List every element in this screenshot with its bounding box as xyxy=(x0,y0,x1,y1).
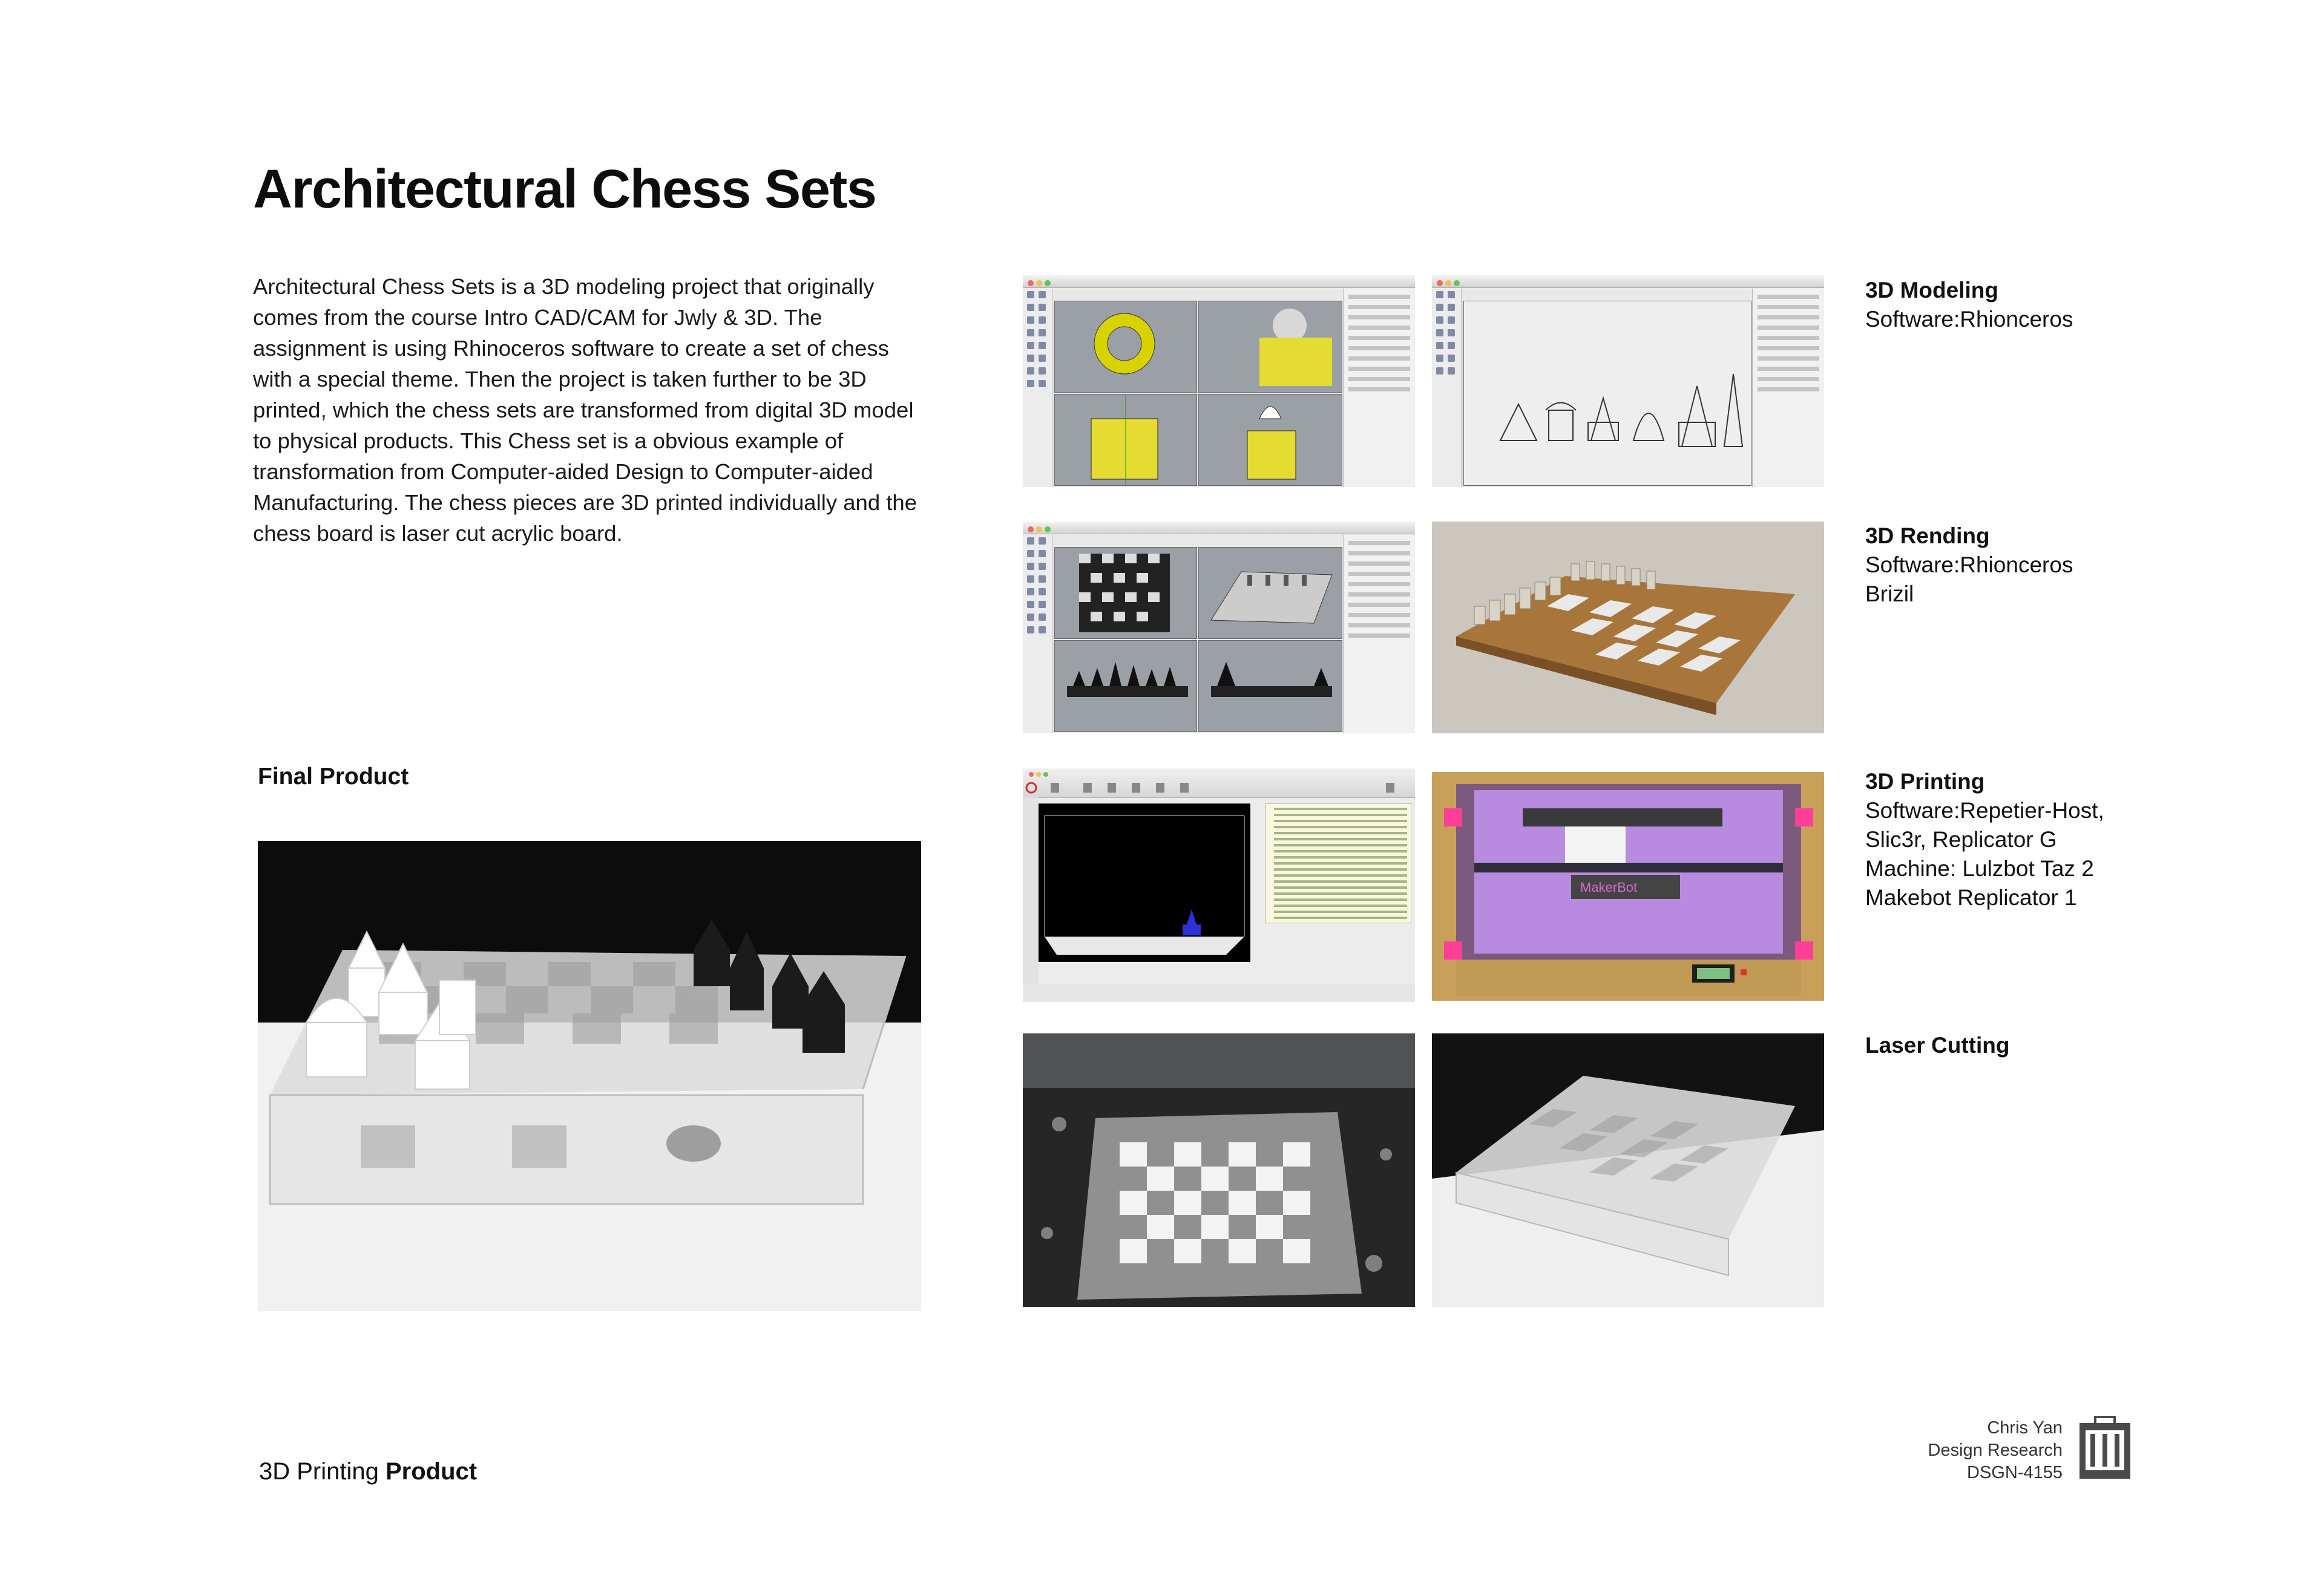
author-credit xyxy=(1928,1417,2063,1484)
author-name: Chris Yan xyxy=(1987,1418,2063,1438)
caption-line: Machine: Lulzbot Taz 2 xyxy=(1865,856,2094,881)
repetier-host-screenshot xyxy=(1023,768,1415,1002)
final-product-photo xyxy=(258,841,921,1311)
rendered-chess-board-image xyxy=(1432,522,1824,733)
svg-text:MakerBot: MakerBot xyxy=(1580,880,1638,895)
caption-laser-cutting xyxy=(1865,1031,2009,1060)
caption-heading: 3D Printing xyxy=(1865,769,1985,794)
caption-line: Software:Rhionceros xyxy=(1865,552,2073,577)
caption-heading: 3D Modeling xyxy=(1865,278,1998,303)
laser-cutting-photo xyxy=(1023,1033,1415,1307)
caption-line: Makebot Replicator 1 xyxy=(1865,885,2077,910)
3d-printer-photo xyxy=(1432,772,1824,1001)
caption-line: Brizil xyxy=(1865,581,1914,606)
course-code: DSGN-4155 xyxy=(1967,1463,2063,1482)
intro-paragraph: Architectural Chess Sets is a 3D modeling project that originally comes from the course Intro CAD/CAM for Jwly & 3D. The assignment is using Rhinoceros software to create a set of chess with a special theme. Then the project is taken further to be 3D printed, which the chess sets are transformed from digital 3D model to physical products. This Chess set is a obvious example of transformation from Computer-aided Design to Computer-aided Manufacturing. The chess pieces are 3D printed individually and the chess board is laser cut acrylic board. xyxy=(253,274,917,546)
caption-3d-printing xyxy=(1865,767,2104,912)
footer-category-bold: Product xyxy=(386,1458,478,1485)
rhino-perspective-screenshot xyxy=(1432,275,1824,487)
footer-category xyxy=(259,1458,477,1485)
acrylic-board-photo xyxy=(1432,1033,1824,1307)
course-name: Design Research xyxy=(1928,1441,2063,1460)
page-title: Architectural Chess Sets xyxy=(253,159,876,220)
footer-category-text: 3D Printing xyxy=(259,1458,379,1485)
caption-3d-rendering xyxy=(1865,522,2073,609)
rhino-four-viewport-screenshot xyxy=(1023,275,1415,487)
caption-heading: Laser Cutting xyxy=(1865,1033,2010,1058)
caption-line: Slic3r, Replicator G xyxy=(1865,827,2057,852)
caption-3d-modeling xyxy=(1865,276,2073,334)
caption-heading: 3D Rending xyxy=(1865,523,1990,548)
caption-line: Software:Repetier-Host, xyxy=(1865,798,2104,823)
final-product-label: Final Product xyxy=(258,764,409,790)
rhino-board-layout-screenshot xyxy=(1023,522,1415,733)
caption-line: Software:Rhionceros xyxy=(1865,307,2073,332)
printer-logo-icon xyxy=(2077,1416,2133,1481)
